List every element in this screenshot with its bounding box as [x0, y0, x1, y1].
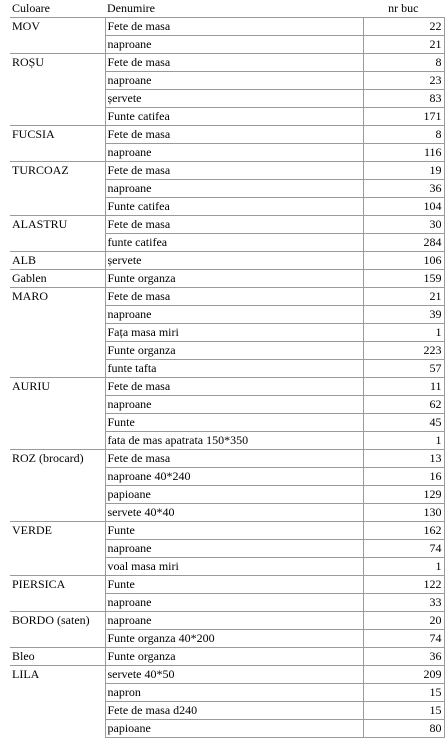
table-row: [10, 396, 444, 414]
cell-qty: 8: [363, 126, 444, 144]
table-row: [10, 108, 444, 126]
cell-color: ALASTRU: [10, 216, 105, 234]
cell-name: servete 40*40: [105, 504, 363, 522]
cell-name: Funte catifea: [105, 108, 363, 126]
cell-name: funte tafta: [105, 360, 363, 378]
table-row: [10, 684, 444, 702]
table-row: [10, 558, 444, 576]
table-row: [10, 126, 444, 144]
cell-name: Fete de masa: [105, 378, 363, 396]
cell-color: [10, 198, 105, 216]
table-row: [10, 54, 444, 72]
table-row: [10, 306, 444, 324]
cell-qty: 74: [363, 540, 444, 558]
table-row: [10, 468, 444, 486]
table-row: [10, 666, 444, 684]
cell-name: Funte: [105, 576, 363, 594]
cell-name: Fete de masa: [105, 288, 363, 306]
cell-name: naproane: [105, 180, 363, 198]
cell-color: [10, 720, 105, 738]
cell-qty: 130: [363, 504, 444, 522]
table-row: [10, 252, 444, 270]
table-row: [10, 162, 444, 180]
table-body: [10, 18, 444, 738]
cell-qty: 8: [363, 54, 444, 72]
cell-qty: 19: [363, 162, 444, 180]
table-row: [10, 648, 444, 666]
cell-qty: 13: [363, 450, 444, 468]
cell-color: PIERSICA: [10, 576, 105, 594]
cell-qty: 80: [363, 720, 444, 738]
cell-color: [10, 414, 105, 432]
cell-color: [10, 396, 105, 414]
table-row: [10, 594, 444, 612]
cell-qty: 284: [363, 234, 444, 252]
cell-color: ROZ (brocard): [10, 450, 105, 468]
cell-qty: 36: [363, 180, 444, 198]
cell-name: naproane: [105, 594, 363, 612]
cell-qty: 106: [363, 252, 444, 270]
table-row: [10, 360, 444, 378]
cell-qty: 1: [363, 324, 444, 342]
table-row: [10, 144, 444, 162]
cell-color: [10, 684, 105, 702]
cell-qty: 122: [363, 576, 444, 594]
header-row: [10, 0, 444, 18]
table-row: [10, 342, 444, 360]
cell-color: [10, 144, 105, 162]
cell-color: [10, 360, 105, 378]
cell-name: papioane: [105, 486, 363, 504]
cell-color: [10, 702, 105, 720]
table-row: [10, 18, 444, 36]
cell-color: [10, 72, 105, 90]
cell-name: naproane: [105, 72, 363, 90]
cell-name: Fața masa miri: [105, 324, 363, 342]
cell-qty: 33: [363, 594, 444, 612]
header-name: Denumire: [105, 0, 363, 18]
cell-qty: 15: [363, 684, 444, 702]
header-qty: nr buc: [363, 0, 444, 18]
cell-name: naproane: [105, 612, 363, 630]
cell-name: Fete de masa: [105, 450, 363, 468]
cell-name: naproane: [105, 306, 363, 324]
cell-name: Fete de masa d240: [105, 702, 363, 720]
cell-qty: 159: [363, 270, 444, 288]
cell-qty: 23: [363, 72, 444, 90]
cell-color: [10, 540, 105, 558]
cell-qty: 11: [363, 378, 444, 396]
cell-color: ALB: [10, 252, 105, 270]
cell-color: [10, 630, 105, 648]
table-row: [10, 72, 444, 90]
cell-name: Fete de masa: [105, 216, 363, 234]
table-row: [10, 180, 444, 198]
cell-color: [10, 306, 105, 324]
cell-qty: 1: [363, 558, 444, 576]
cell-name: Funte: [105, 414, 363, 432]
cell-name: Funte: [105, 522, 363, 540]
cell-name: voal masa miri: [105, 558, 363, 576]
cell-color: LILA: [10, 666, 105, 684]
cell-qty: 22: [363, 18, 444, 36]
cell-name: Funte organza: [105, 270, 363, 288]
cell-name: fata de mas apatrata 150*350: [105, 432, 363, 450]
cell-name: naproane: [105, 540, 363, 558]
cell-name: șervete: [105, 252, 363, 270]
cell-color: VERDE: [10, 522, 105, 540]
table-row: [10, 720, 444, 738]
table-row: [10, 522, 444, 540]
cell-name: Funte catifea: [105, 198, 363, 216]
cell-name: naproane: [105, 36, 363, 54]
cell-qty: 45: [363, 414, 444, 432]
cell-color: [10, 342, 105, 360]
cell-color: [10, 234, 105, 252]
cell-qty: 21: [363, 288, 444, 306]
cell-qty: 223: [363, 342, 444, 360]
cell-qty: 15: [363, 702, 444, 720]
table-row: [10, 216, 444, 234]
table-row: [10, 630, 444, 648]
table-row: [10, 504, 444, 522]
table-row: [10, 378, 444, 396]
table-row: [10, 270, 444, 288]
cell-qty: 209: [363, 666, 444, 684]
cell-name: Funte organza: [105, 648, 363, 666]
cell-color: BORDO (saten): [10, 612, 105, 630]
cell-name: Fete de masa: [105, 126, 363, 144]
cell-name: napron: [105, 684, 363, 702]
table-row: [10, 198, 444, 216]
cell-color: [10, 504, 105, 522]
cell-qty: 104: [363, 198, 444, 216]
inventory-sheet: [10, 0, 444, 738]
table-row: [10, 90, 444, 108]
cell-color: [10, 324, 105, 342]
table-row: [10, 450, 444, 468]
cell-qty: 30: [363, 216, 444, 234]
table-row: [10, 486, 444, 504]
cell-qty: 162: [363, 522, 444, 540]
table-row: [10, 288, 444, 306]
cell-qty: 57: [363, 360, 444, 378]
cell-color: Gablen: [10, 270, 105, 288]
table-row: [10, 576, 444, 594]
table-row: [10, 234, 444, 252]
inventory-table: [10, 0, 445, 738]
cell-color: [10, 90, 105, 108]
table-row: [10, 612, 444, 630]
table-row: [10, 702, 444, 720]
cell-qty: 39: [363, 306, 444, 324]
cell-color: AURIU: [10, 378, 105, 396]
cell-name: Funte organza: [105, 342, 363, 360]
cell-color: FUCSIA: [10, 126, 105, 144]
cell-name: servete 40*50: [105, 666, 363, 684]
cell-qty: 116: [363, 144, 444, 162]
cell-name: funte catifea: [105, 234, 363, 252]
cell-color: [10, 558, 105, 576]
cell-qty: 36: [363, 648, 444, 666]
cell-color: MOV: [10, 18, 105, 36]
cell-qty: 16: [363, 468, 444, 486]
table-row: [10, 432, 444, 450]
cell-qty: 20: [363, 612, 444, 630]
cell-name: Fete de masa: [105, 54, 363, 72]
cell-color: [10, 36, 105, 54]
cell-color: [10, 108, 105, 126]
cell-qty: 171: [363, 108, 444, 126]
cell-color: Bleo: [10, 648, 105, 666]
cell-name: Fete de masa: [105, 18, 363, 36]
cell-qty: 21: [363, 36, 444, 54]
cell-name: naproane 40*240: [105, 468, 363, 486]
cell-color: [10, 486, 105, 504]
cell-qty: 129: [363, 486, 444, 504]
table-row: [10, 324, 444, 342]
cell-qty: 1: [363, 432, 444, 450]
cell-name: naproane: [105, 396, 363, 414]
cell-name: papioane: [105, 720, 363, 738]
cell-color: [10, 594, 105, 612]
cell-qty: 74: [363, 630, 444, 648]
cell-qty: 83: [363, 90, 444, 108]
cell-color: [10, 468, 105, 486]
table-row: [10, 414, 444, 432]
cell-color: [10, 432, 105, 450]
cell-color: ROȘU: [10, 54, 105, 72]
table-row: [10, 36, 444, 54]
cell-color: TURCOAZ: [10, 162, 105, 180]
cell-color: MARO: [10, 288, 105, 306]
cell-name: naproane: [105, 144, 363, 162]
cell-name: Fete de masa: [105, 162, 363, 180]
cell-name: Funte organza 40*200: [105, 630, 363, 648]
table-row: [10, 540, 444, 558]
cell-name: șervete: [105, 90, 363, 108]
cell-color: [10, 180, 105, 198]
cell-qty: 62: [363, 396, 444, 414]
header-color: Culoare: [10, 0, 105, 18]
